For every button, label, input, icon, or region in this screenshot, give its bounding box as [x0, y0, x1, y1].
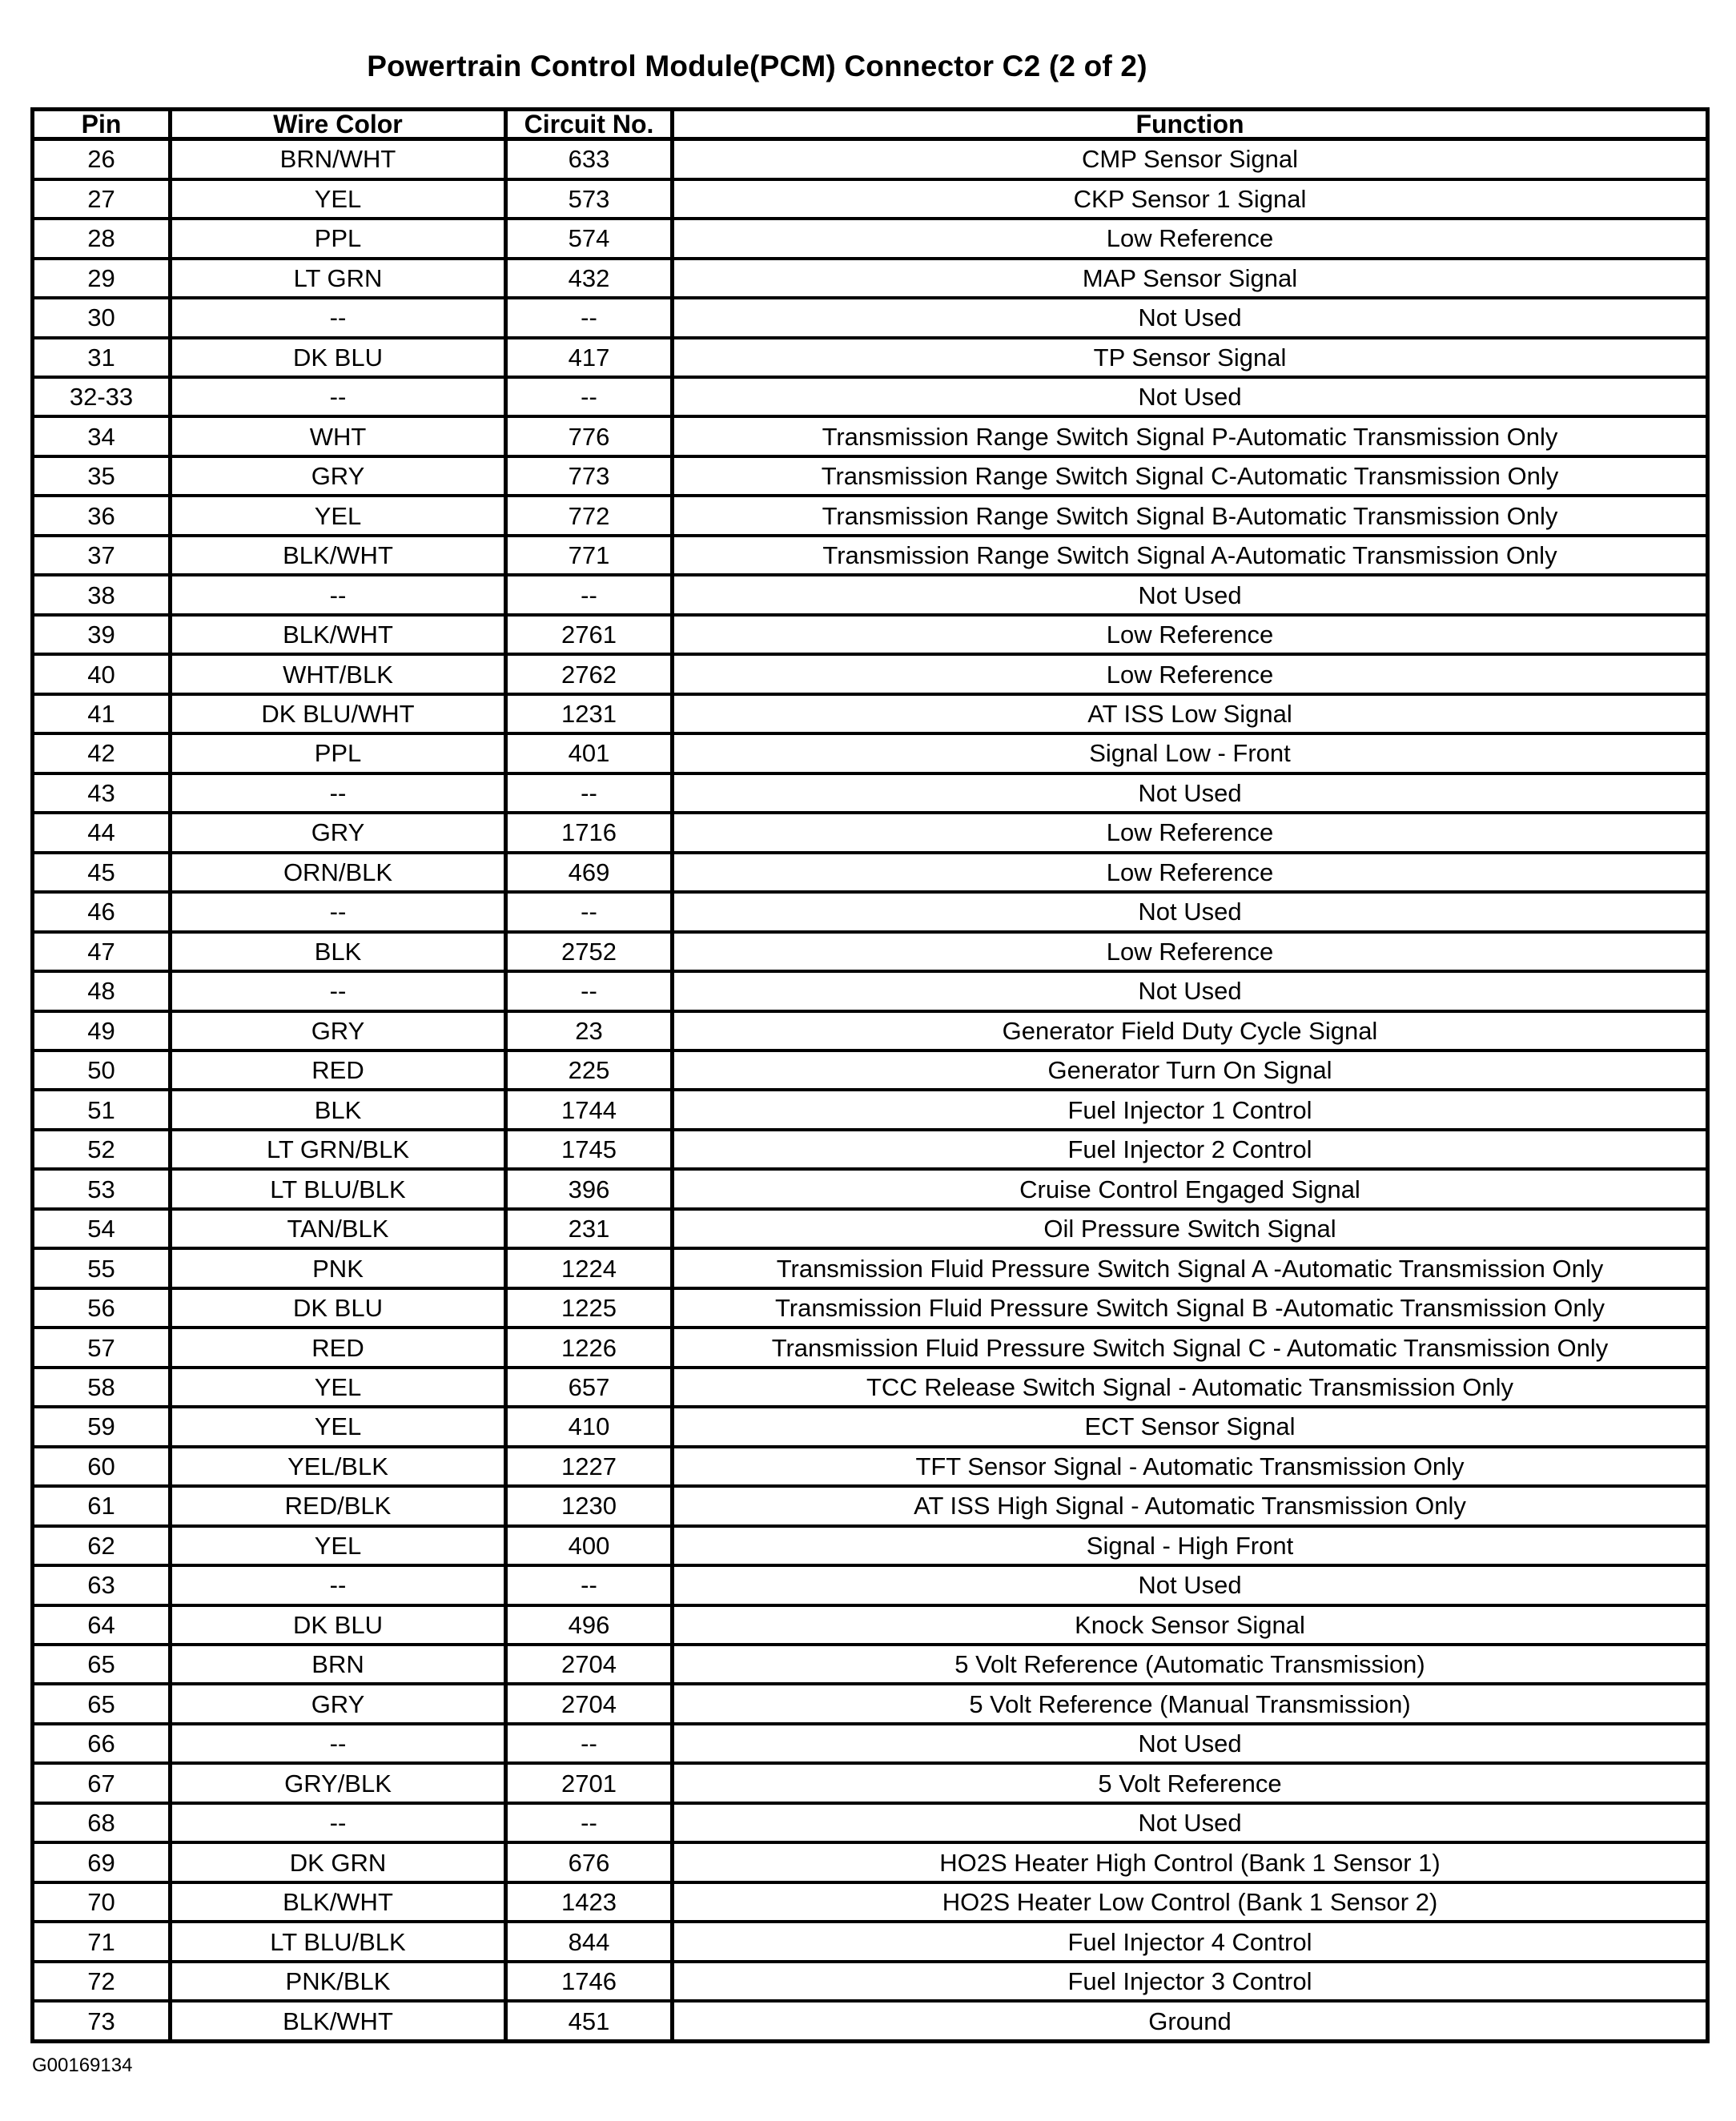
cell-function: Transmission Range Switch Signal P-Automatic Transmission Only [673, 416, 1708, 456]
header-circuit-no: Circuit No. [506, 110, 673, 139]
cell-pin: 42 [33, 733, 171, 773]
cell-function: TFT Sensor Signal - Automatic Transmission Only [673, 1447, 1708, 1486]
cell-wire-color: WHT [171, 416, 506, 456]
cell-pin: 40 [33, 654, 171, 693]
cell-pin: 61 [33, 1486, 171, 1525]
cell-function: Signal Low - Front [673, 733, 1708, 773]
table-row [33, 338, 1708, 377]
table-row [33, 1050, 1708, 1090]
cell-wire-color: BLK/WHT [171, 1882, 506, 1922]
cell-function: Not Used [673, 1803, 1708, 1842]
cell-wire-color: BRN/WHT [171, 139, 506, 179]
cell-circuit-no: 2704 [506, 1645, 673, 1684]
cell-pin: 68 [33, 1803, 171, 1842]
connector-pin-table [30, 107, 1710, 2043]
page-title: Powertrain Control Module(PCM) Connector C2 (2 of 2) [367, 50, 1147, 82]
cell-circuit-no: 400 [506, 1526, 673, 1565]
table-row [33, 259, 1708, 298]
cell-function: CKP Sensor 1 Signal [673, 179, 1708, 219]
cell-wire-color: RED [171, 1328, 506, 1367]
cell-wire-color: PNK/BLK [171, 1962, 506, 2001]
cell-pin: 59 [33, 1407, 171, 1446]
cell-circuit-no: -- [506, 298, 673, 337]
header-function: Function [673, 110, 1708, 139]
cell-wire-color: DK GRN [171, 1842, 506, 1882]
cell-pin: 48 [33, 971, 171, 1010]
cell-pin: 65 [33, 1684, 171, 1723]
cell-function: AT ISS Low Signal [673, 694, 1708, 733]
cell-pin: 36 [33, 496, 171, 535]
cell-pin: 55 [33, 1248, 171, 1287]
cell-pin: 35 [33, 456, 171, 496]
cell-circuit-no: 1744 [506, 1090, 673, 1129]
cell-circuit-no: 1745 [506, 1130, 673, 1169]
cell-wire-color: -- [171, 773, 506, 813]
cell-function: Low Reference [673, 853, 1708, 892]
cell-wire-color: BLK/WHT [171, 2001, 506, 2041]
cell-wire-color: -- [171, 298, 506, 337]
table-row [33, 1882, 1708, 1922]
cell-circuit-no: 432 [506, 259, 673, 298]
cell-wire-color: GRY/BLK [171, 1763, 506, 1802]
table-row [33, 1130, 1708, 1169]
cell-pin: 45 [33, 853, 171, 892]
cell-function: Low Reference [673, 615, 1708, 654]
figure-id: G00169134 [32, 2055, 133, 2076]
cell-wire-color: GRY [171, 1011, 506, 1050]
table-row [33, 1565, 1708, 1605]
table-row [33, 1724, 1708, 1763]
table-row [33, 1486, 1708, 1525]
cell-pin: 41 [33, 694, 171, 733]
cell-circuit-no: 772 [506, 496, 673, 535]
cell-wire-color: DK BLU [171, 338, 506, 377]
cell-function: Low Reference [673, 932, 1708, 971]
table-row [33, 1368, 1708, 1407]
cell-wire-color: YEL [171, 1368, 506, 1407]
cell-pin: 51 [33, 1090, 171, 1129]
cell-wire-color: RED/BLK [171, 1486, 506, 1525]
cell-wire-color: -- [171, 377, 506, 416]
cell-circuit-no: 1225 [506, 1288, 673, 1328]
cell-wire-color: YEL [171, 179, 506, 219]
cell-wire-color: PPL [171, 733, 506, 773]
cell-function: MAP Sensor Signal [673, 259, 1708, 298]
cell-pin: 37 [33, 536, 171, 575]
cell-function: TP Sensor Signal [673, 338, 1708, 377]
cell-pin: 44 [33, 813, 171, 852]
cell-pin: 38 [33, 575, 171, 614]
cell-pin: 66 [33, 1724, 171, 1763]
cell-circuit-no: -- [506, 377, 673, 416]
cell-function: Not Used [673, 298, 1708, 337]
table-row [33, 694, 1708, 733]
cell-circuit-no: -- [506, 892, 673, 931]
cell-wire-color: YEL/BLK [171, 1447, 506, 1486]
cell-function: Transmission Fluid Pressure Switch Signal C - Automatic Transmission Only [673, 1328, 1708, 1367]
cell-wire-color: YEL [171, 1526, 506, 1565]
cell-function: Low Reference [673, 813, 1708, 852]
table-row [33, 971, 1708, 1010]
cell-pin: 50 [33, 1050, 171, 1090]
cell-pin: 64 [33, 1605, 171, 1645]
cell-wire-color: TAN/BLK [171, 1209, 506, 1248]
cell-wire-color: WHT/BLK [171, 654, 506, 693]
cell-wire-color: YEL [171, 1407, 506, 1446]
cell-circuit-no: 2704 [506, 1684, 673, 1723]
cell-function: Not Used [673, 1565, 1708, 1605]
cell-function: Low Reference [673, 654, 1708, 693]
cell-wire-color: BLK [171, 1090, 506, 1129]
cell-pin: 29 [33, 259, 171, 298]
table-row [33, 1011, 1708, 1050]
cell-circuit-no: -- [506, 1724, 673, 1763]
cell-wire-color: GRY [171, 813, 506, 852]
table-row [33, 1605, 1708, 1645]
cell-function: Not Used [673, 971, 1708, 1010]
table-row [33, 536, 1708, 575]
cell-circuit-no: 2752 [506, 932, 673, 971]
cell-pin: 70 [33, 1882, 171, 1922]
cell-circuit-no: 657 [506, 1368, 673, 1407]
cell-wire-color: DK BLU [171, 1605, 506, 1645]
cell-wire-color: ORN/BLK [171, 853, 506, 892]
cell-function: Fuel Injector 1 Control [673, 1090, 1708, 1129]
cell-circuit-no: 410 [506, 1407, 673, 1446]
cell-wire-color: -- [171, 892, 506, 931]
cell-wire-color: RED [171, 1050, 506, 1090]
table-row [33, 1526, 1708, 1565]
cell-pin: 39 [33, 615, 171, 654]
cell-circuit-no: 573 [506, 179, 673, 219]
cell-circuit-no: 401 [506, 733, 673, 773]
cell-circuit-no: -- [506, 971, 673, 1010]
cell-pin: 53 [33, 1169, 171, 1208]
cell-circuit-no: 2761 [506, 615, 673, 654]
cell-circuit-no: 451 [506, 2001, 673, 2041]
cell-circuit-no: 2762 [506, 654, 673, 693]
table-body [33, 139, 1708, 2042]
cell-function: TCC Release Switch Signal - Automatic Transmission Only [673, 1368, 1708, 1407]
table-row [33, 1288, 1708, 1328]
cell-pin: 46 [33, 892, 171, 931]
cell-function: 5 Volt Reference [673, 1763, 1708, 1802]
cell-function: HO2S Heater High Control (Bank 1 Sensor 1) [673, 1842, 1708, 1882]
cell-wire-color: PPL [171, 219, 506, 258]
cell-function: 5 Volt Reference (Manual Transmission) [673, 1684, 1708, 1723]
cell-pin: 32-33 [33, 377, 171, 416]
cell-function: Fuel Injector 3 Control [673, 1962, 1708, 2001]
table-row [33, 892, 1708, 931]
cell-function: ECT Sensor Signal [673, 1407, 1708, 1446]
cell-function: Signal - High Front [673, 1526, 1708, 1565]
cell-function: Not Used [673, 1724, 1708, 1763]
table-row [33, 496, 1708, 535]
table-row [33, 773, 1708, 813]
table-row [33, 1842, 1708, 1882]
cell-function: HO2S Heater Low Control (Bank 1 Sensor 2) [673, 1882, 1708, 1922]
table-row [33, 1328, 1708, 1367]
table-row [33, 1248, 1708, 1287]
cell-pin: 31 [33, 338, 171, 377]
cell-function: Not Used [673, 773, 1708, 813]
cell-pin: 63 [33, 1565, 171, 1605]
cell-function: Cruise Control Engaged Signal [673, 1169, 1708, 1208]
cell-wire-color: PNK [171, 1248, 506, 1287]
cell-wire-color: YEL [171, 496, 506, 535]
cell-wire-color: -- [171, 1565, 506, 1605]
cell-function: Oil Pressure Switch Signal [673, 1209, 1708, 1248]
cell-circuit-no: 469 [506, 853, 673, 892]
table-row [33, 1803, 1708, 1842]
cell-wire-color: DK BLU/WHT [171, 694, 506, 733]
cell-function: CMP Sensor Signal [673, 139, 1708, 179]
cell-circuit-no: 633 [506, 139, 673, 179]
cell-circuit-no: 2701 [506, 1763, 673, 1802]
cell-circuit-no: -- [506, 1803, 673, 1842]
cell-pin: 47 [33, 932, 171, 971]
cell-circuit-no: 417 [506, 338, 673, 377]
table-row [33, 1169, 1708, 1208]
cell-wire-color: -- [171, 1724, 506, 1763]
cell-function: Not Used [673, 892, 1708, 931]
table-row [33, 1922, 1708, 1961]
table-row [33, 1645, 1708, 1684]
cell-function: Not Used [673, 575, 1708, 614]
cell-function: AT ISS High Signal - Automatic Transmission Only [673, 1486, 1708, 1525]
cell-pin: 73 [33, 2001, 171, 2041]
cell-pin: 52 [33, 1130, 171, 1169]
cell-wire-color: LT BLU/BLK [171, 1169, 506, 1208]
table-row [33, 853, 1708, 892]
cell-pin: 58 [33, 1368, 171, 1407]
cell-circuit-no: -- [506, 773, 673, 813]
cell-function: Transmission Range Switch Signal C-Automatic Transmission Only [673, 456, 1708, 496]
cell-circuit-no: 1226 [506, 1328, 673, 1367]
cell-circuit-no: 1227 [506, 1447, 673, 1486]
table-row [33, 1090, 1708, 1129]
cell-pin: 28 [33, 219, 171, 258]
cell-wire-color: GRY [171, 1684, 506, 1723]
cell-wire-color: -- [171, 575, 506, 614]
table-row [33, 1407, 1708, 1446]
cell-wire-color: -- [171, 971, 506, 1010]
cell-circuit-no: 1224 [506, 1248, 673, 1287]
cell-circuit-no: 231 [506, 1209, 673, 1248]
cell-pin: 26 [33, 139, 171, 179]
table-row [33, 377, 1708, 416]
cell-function: Knock Sensor Signal [673, 1605, 1708, 1645]
cell-circuit-no: -- [506, 1565, 673, 1605]
cell-pin: 62 [33, 1526, 171, 1565]
cell-pin: 54 [33, 1209, 171, 1248]
cell-function: Transmission Range Switch Signal B-Automatic Transmission Only [673, 496, 1708, 535]
cell-circuit-no: 1423 [506, 1882, 673, 1922]
cell-circuit-no: -- [506, 575, 673, 614]
header-wire-color: Wire Color [171, 110, 506, 139]
header-pin: Pin [33, 110, 171, 139]
cell-function: Transmission Range Switch Signal A-Automatic Transmission Only [673, 536, 1708, 575]
cell-pin: 30 [33, 298, 171, 337]
cell-wire-color: BRN [171, 1645, 506, 1684]
cell-wire-color: GRY [171, 456, 506, 496]
cell-circuit-no: 844 [506, 1922, 673, 1961]
cell-function: Ground [673, 2001, 1708, 2041]
cell-pin: 71 [33, 1922, 171, 1961]
cell-pin: 60 [33, 1447, 171, 1486]
cell-pin: 57 [33, 1328, 171, 1367]
cell-wire-color: LT GRN [171, 259, 506, 298]
cell-function: Transmission Fluid Pressure Switch Signal A -Automatic Transmission Only [673, 1248, 1708, 1287]
cell-wire-color: BLK [171, 932, 506, 971]
cell-circuit-no: 776 [506, 416, 673, 456]
table-row [33, 1209, 1708, 1248]
cell-function: Transmission Fluid Pressure Switch Signal B -Automatic Transmission Only [673, 1288, 1708, 1328]
cell-pin: 56 [33, 1288, 171, 1328]
cell-pin: 34 [33, 416, 171, 456]
cell-wire-color: BLK/WHT [171, 536, 506, 575]
cell-circuit-no: 676 [506, 1842, 673, 1882]
cell-circuit-no: 773 [506, 456, 673, 496]
table-row [33, 615, 1708, 654]
cell-function: 5 Volt Reference (Automatic Transmission) [673, 1645, 1708, 1684]
cell-pin: 43 [33, 773, 171, 813]
cell-circuit-no: 496 [506, 1605, 673, 1645]
cell-pin: 49 [33, 1011, 171, 1050]
cell-circuit-no: 1230 [506, 1486, 673, 1525]
table-row [33, 813, 1708, 852]
cell-wire-color: LT GRN/BLK [171, 1130, 506, 1169]
table-row [33, 1447, 1708, 1486]
table-row [33, 298, 1708, 337]
table-row [33, 456, 1708, 496]
table-row [33, 654, 1708, 693]
table-row [33, 219, 1708, 258]
cell-wire-color: BLK/WHT [171, 615, 506, 654]
cell-pin: 65 [33, 1645, 171, 1684]
cell-circuit-no: 1746 [506, 1962, 673, 2001]
cell-pin: 69 [33, 1842, 171, 1882]
cell-pin: 27 [33, 179, 171, 219]
table-row [33, 179, 1708, 219]
cell-function: Low Reference [673, 219, 1708, 258]
cell-wire-color: -- [171, 1803, 506, 1842]
table-row [33, 139, 1708, 179]
table-row [33, 1962, 1708, 2001]
table-row [33, 1684, 1708, 1723]
table-row [33, 1763, 1708, 1802]
cell-function: Fuel Injector 2 Control [673, 1130, 1708, 1169]
cell-circuit-no: 771 [506, 536, 673, 575]
cell-circuit-no: 1716 [506, 813, 673, 852]
cell-pin: 72 [33, 1962, 171, 2001]
cell-wire-color: LT BLU/BLK [171, 1922, 506, 1961]
cell-function: Fuel Injector 4 Control [673, 1922, 1708, 1961]
table-row [33, 575, 1708, 614]
table-row [33, 932, 1708, 971]
cell-function: Generator Field Duty Cycle Signal [673, 1011, 1708, 1050]
table-row [33, 2001, 1708, 2041]
table-header-row [33, 110, 1708, 139]
cell-circuit-no: 396 [506, 1169, 673, 1208]
table-row [33, 416, 1708, 456]
cell-wire-color: DK BLU [171, 1288, 506, 1328]
cell-function: Not Used [673, 377, 1708, 416]
table-row [33, 733, 1708, 773]
cell-function: Generator Turn On Signal [673, 1050, 1708, 1090]
cell-circuit-no: 23 [506, 1011, 673, 1050]
cell-circuit-no: 225 [506, 1050, 673, 1090]
cell-pin: 67 [33, 1763, 171, 1802]
cell-circuit-no: 1231 [506, 694, 673, 733]
cell-circuit-no: 574 [506, 219, 673, 258]
